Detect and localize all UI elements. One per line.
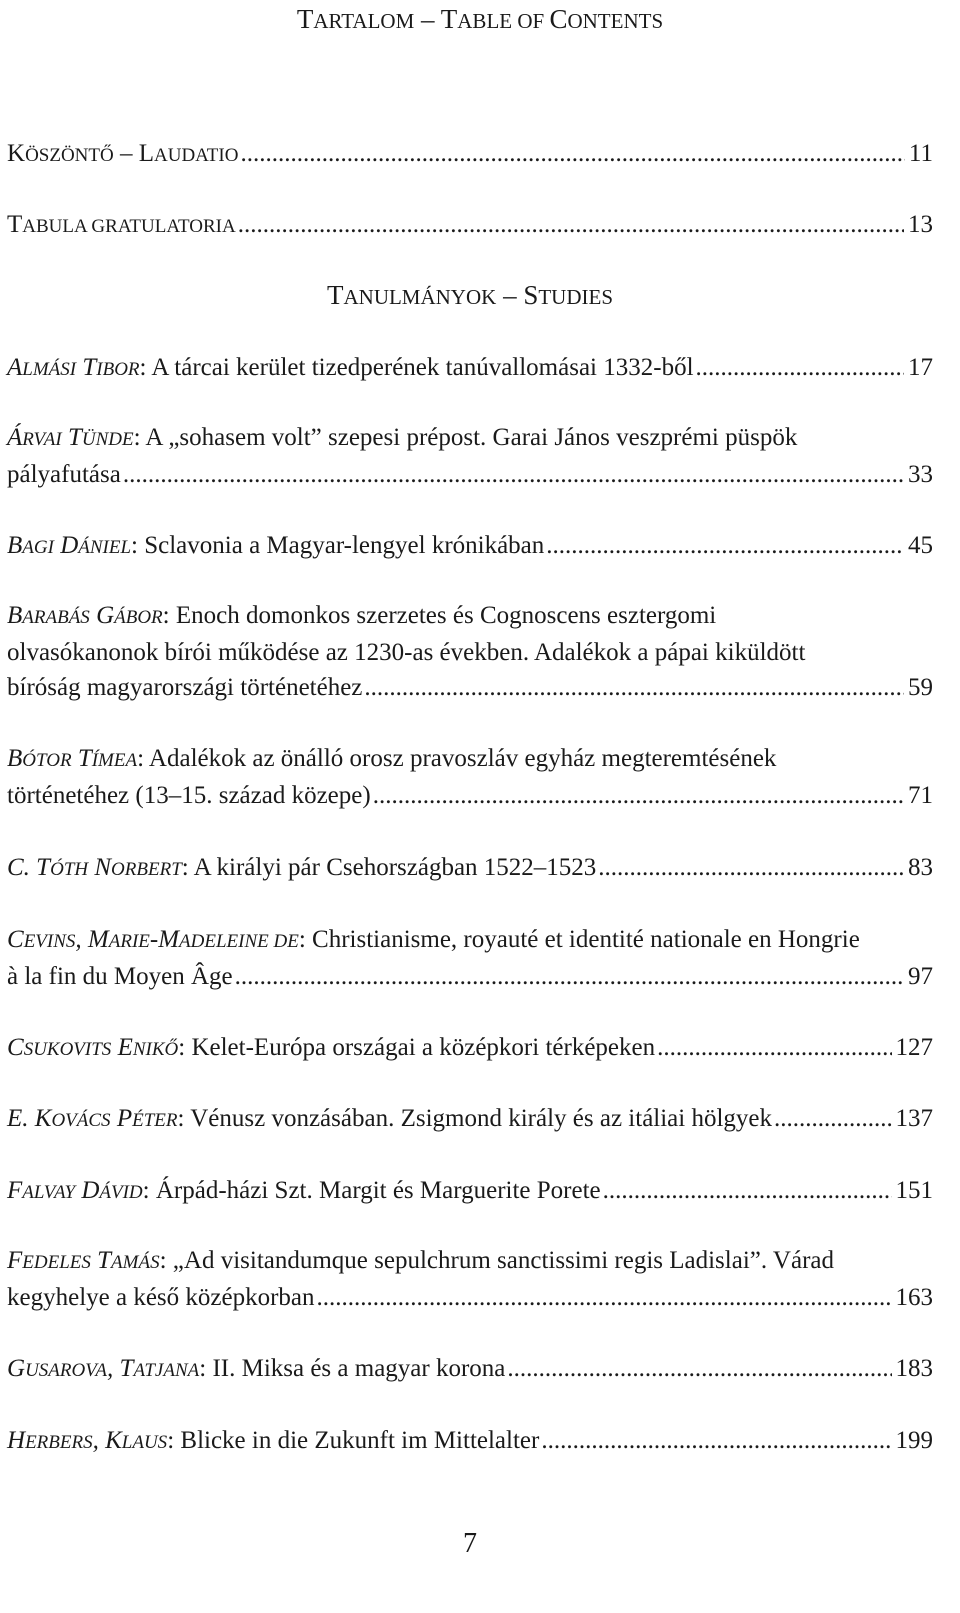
page-title <box>0 2 960 38</box>
small-caps-fragment: LMÁSI <box>22 359 77 380</box>
entry-author <box>7 854 182 881</box>
small-caps-fragment: T <box>7 211 23 238</box>
small-caps-fragment: T <box>440 4 458 34</box>
small-caps-fragment: ÁNIEL <box>78 537 132 558</box>
toc-page-number[interactable]: 33 <box>908 461 933 488</box>
small-caps-fragment: AUDATIO <box>154 145 239 166</box>
toc-page-number[interactable]: 127 <box>895 1034 933 1061</box>
toc-line <box>7 420 933 457</box>
entry-title-continued: történetéhez (13–15. század közepe) <box>7 782 371 809</box>
small-caps-fragment: ARTALOM <box>313 9 415 33</box>
entry-title-continued: olvasókanonok bírói működése az 1230-as években. Adalékok a pápai kiküldött <box>7 639 806 666</box>
small-caps-fragment: NIKŐ <box>132 1039 179 1060</box>
toc-line <box>7 1030 933 1067</box>
dot-leader <box>774 1101 891 1136</box>
small-caps-fragment: T <box>71 745 92 772</box>
toc-line <box>7 670 933 705</box>
small-caps-fragment: B <box>7 745 23 772</box>
entry-author <box>7 424 134 451</box>
toc-line-text: FALVAY DÁVID: Árpád-házi Szt. Margit és Marguerite Porete <box>7 1177 601 1204</box>
small-caps-fragment: , M <box>75 926 109 953</box>
small-caps-fragment: G <box>89 602 115 629</box>
toc-line <box>7 778 933 813</box>
toc-entry[interactable] <box>7 1423 933 1460</box>
small-caps-fragment: T <box>326 280 344 310</box>
page-number: 7 <box>463 1528 477 1559</box>
entry-title-continued: kegyhelye a késő középkorban <box>7 1284 315 1311</box>
toc-line-text: ALMÁSI TIBOR: A tárcai kerület tizedperének tanúvallomásai 1332-ből <box>7 354 694 381</box>
entry-title: Kelet-Európa országai a középkori térképeken <box>191 1034 656 1061</box>
small-caps-fragment: ÖSZÖNTŐ <box>25 145 114 166</box>
dot-leader <box>123 457 904 492</box>
small-caps-fragment: SUKOVITS <box>23 1039 112 1060</box>
toc-line <box>7 741 933 778</box>
small-caps-fragment: T <box>61 424 82 451</box>
small-caps-fragment: H <box>7 1427 26 1454</box>
toc-entry[interactable] <box>7 850 933 887</box>
toc-line-text: C. TÓTH NORBERT: A királyi pár Csehországban 1522–1523 <box>7 854 597 881</box>
small-caps-fragment: ÁBOR <box>114 607 163 628</box>
small-caps-fragment: ORBERT <box>111 859 182 880</box>
toc-line <box>7 598 933 635</box>
toc-line <box>7 1101 933 1138</box>
toc-line <box>7 1423 933 1460</box>
small-caps-fragment: ARIE <box>108 931 150 952</box>
dot-leader <box>696 350 904 385</box>
entry-title: A tárcai kerület tizedperének tanúvallomásai 1332-ből <box>151 354 694 381</box>
small-caps-fragment: T <box>76 354 97 381</box>
small-caps-fragment: – <box>113 140 139 167</box>
entry-author <box>7 354 140 381</box>
small-caps-fragment: E <box>111 1034 133 1061</box>
small-caps-fragment: AMÁS <box>111 1252 160 1273</box>
toc-entry[interactable] <box>7 1101 933 1138</box>
toc-page-number[interactable]: 183 <box>895 1355 933 1382</box>
small-caps-fragment: S <box>523 280 539 310</box>
dot-leader <box>238 207 904 242</box>
entry-author <box>7 1247 160 1274</box>
front-matter-entry[interactable] <box>7 136 933 173</box>
toc-line-text <box>7 670 362 705</box>
small-caps-fragment: ALVAY <box>22 1182 76 1203</box>
small-caps-fragment: ÓTH <box>50 859 89 880</box>
toc-page-number[interactable]: 71 <box>908 782 933 809</box>
small-caps-fragment: F <box>7 1247 23 1274</box>
small-caps-fragment: ÍMEA <box>91 750 138 771</box>
section-heading <box>0 279 940 313</box>
entry-title: Enoch domonkos szerzetes és Cognoscens esztergomi <box>175 602 717 629</box>
toc-page-number[interactable]: 137 <box>895 1105 933 1132</box>
entry-title: Blicke in die Zukunft im Mittelalter <box>180 1427 540 1454</box>
small-caps-fragment: ONTENTS <box>567 9 664 33</box>
entry-author <box>7 532 131 559</box>
small-caps-fragment: N <box>88 854 112 881</box>
toc-line-text: CSUKOVITS ENIKŐ: Kelet-Európa országai a középkori térképeken <box>7 1034 656 1061</box>
entry-title-continued: bíróság magyarországi történetéhez <box>7 674 363 701</box>
entry-title: Christianisme, royauté et identité nationale en Hongrie <box>312 926 860 953</box>
dot-leader <box>657 1030 891 1065</box>
toc-line <box>7 1173 933 1210</box>
small-caps-fragment: B <box>7 532 23 559</box>
small-caps-fragment: – <box>414 4 441 34</box>
toc-line-text: E. KOVÁCS PÉTER: Vénusz vonzásában. Zsigmond király és az itáliai hölgyek <box>7 1105 773 1132</box>
small-caps-fragment: ÓTOR <box>22 750 72 771</box>
toc-line <box>7 850 933 887</box>
entry-author <box>7 926 299 953</box>
toc-entry[interactable] <box>7 741 933 813</box>
toc-entry[interactable] <box>7 1243 933 1315</box>
small-caps-fragment: ATJANA <box>133 1360 200 1381</box>
toc-line-text: HERBERS, KLAUS: Blicke in die Zukunft im Mittelalter <box>7 1427 540 1454</box>
toc-line-text: GUSAROVA, TATJANA: II. Miksa és a magyar korona <box>7 1355 506 1382</box>
entry-author <box>7 745 137 772</box>
toc-entry[interactable] <box>7 1030 933 1067</box>
dot-leader <box>373 778 904 813</box>
small-caps-fragment: , T <box>107 1355 134 1382</box>
toc-line <box>7 207 933 244</box>
entry-author <box>7 1355 199 1382</box>
dot-leader <box>603 1173 892 1208</box>
dot-leader <box>235 959 904 994</box>
entry-author <box>7 1034 178 1061</box>
toc-line <box>7 350 933 387</box>
toc-page-number[interactable]: 17 <box>908 354 933 381</box>
small-caps-fragment: – <box>496 280 524 310</box>
small-caps-fragment: T <box>296 4 314 34</box>
toc-page-number[interactable]: 163 <box>895 1284 933 1311</box>
toc-line-text: BARABÁS GÁBOR: Enoch domonkos szerzetes és Cognoscens esztergomi <box>7 602 717 629</box>
small-caps-fragment: E. K <box>7 1105 52 1132</box>
toc-page-number[interactable]: 97 <box>908 963 933 990</box>
small-caps-fragment: , K <box>92 1427 122 1454</box>
toc-line-text: ÁRVAI TÜNDE: A „sohasem volt” szepesi prépost. Garai János veszprémi püspök <box>7 424 798 451</box>
toc-line-text: BAGI DÁNIEL: Sclavonia a Magyar-lengyel krónikában <box>7 532 545 559</box>
toc-line-text <box>7 136 238 173</box>
dot-leader <box>546 528 904 563</box>
toc-line-text: BÓTOR TÍMEA: Adalékok az önálló orosz pravoszláv egyház megteremtésének <box>7 745 777 772</box>
toc-page-number[interactable]: 151 <box>895 1177 933 1204</box>
toc-page-number[interactable]: 83 <box>908 854 933 881</box>
small-caps-fragment: D <box>53 532 79 559</box>
entry-author <box>7 1105 177 1132</box>
small-caps-fragment: A <box>7 354 23 381</box>
small-caps-fragment: F <box>7 1177 23 1204</box>
toc-line <box>7 959 933 994</box>
small-caps-fragment: OVÁCS <box>51 1110 111 1131</box>
small-caps-fragment: RVAI <box>22 429 62 450</box>
small-caps-fragment: ERBERS <box>25 1432 93 1453</box>
toc-line-text <box>7 959 233 994</box>
toc-line-text <box>7 778 371 813</box>
entry-title: Vénusz vonzásában. Zsigmond király és az itáliai hölgyek <box>190 1105 773 1132</box>
small-caps-fragment: IBOR <box>96 359 140 380</box>
toc-line <box>7 1351 933 1388</box>
toc-page-number[interactable]: 199 <box>895 1427 933 1454</box>
toc-page-number[interactable]: 11 <box>908 140 933 167</box>
entry-title-continued: pályafutása <box>7 461 121 488</box>
small-caps-fragment: C <box>549 4 568 34</box>
toc-page-number[interactable]: 13 <box>908 211 933 238</box>
toc-page-number[interactable]: 45 <box>908 532 933 559</box>
small-caps-fragment: USAROVA <box>25 1360 108 1381</box>
entry-title: „Ad visitandumque sepulchrum sanctissimi regis Ladislai”. Várad <box>172 1247 834 1274</box>
toc-line-text: FEDELES TAMÁS: „Ad visitandumque sepulchrum sanctissimi regis Ladislai”. Várad <box>7 1247 834 1274</box>
dot-leader <box>240 136 904 171</box>
toc-entry[interactable] <box>7 1173 933 1210</box>
entry-title: Sclavonia a Magyar-lengyel krónikában <box>144 532 545 559</box>
toc-line <box>7 1243 933 1280</box>
toc-line <box>7 635 933 670</box>
small-caps-fragment: T <box>90 1247 112 1274</box>
small-caps-fragment: Á <box>7 424 23 451</box>
toc-page-number[interactable]: 59 <box>908 674 933 701</box>
small-caps-fragment: -M <box>149 926 180 953</box>
toc-entry[interactable] <box>7 598 933 705</box>
toc-entry[interactable] <box>7 1351 933 1388</box>
entry-title: Adalékok az önálló orosz pravoszláv egyház megteremtésének <box>148 745 777 772</box>
entry-author <box>7 602 163 629</box>
small-caps-fragment: EDELES <box>22 1252 91 1273</box>
dot-leader <box>317 1280 892 1315</box>
toc-line <box>7 1280 933 1315</box>
entry-author <box>7 1177 143 1204</box>
small-caps-fragment: B <box>7 602 23 629</box>
toc-line-text <box>7 457 121 492</box>
toc-line-text <box>7 635 805 670</box>
small-caps-fragment: AGI <box>22 537 54 558</box>
entry-title: Árpád-házi Szt. Margit és Marguerite Porete <box>155 1177 601 1204</box>
small-caps-fragment: EVINS <box>23 931 76 952</box>
small-caps-fragment: ÜNDE <box>81 429 134 450</box>
small-caps-fragment: K <box>7 140 26 167</box>
small-caps-fragment: ABLE OF <box>457 9 550 33</box>
toc-line <box>7 528 933 565</box>
small-caps-fragment: ÁVID <box>99 1182 143 1203</box>
entry-title-continued: à la fin du Moyen Âge <box>7 963 233 990</box>
entry-title: A „sohasem volt” szepesi prépost. Garai János veszprémi püspök <box>145 424 798 451</box>
toc-line-text: CEVINS, MARIE-MADELEINE DE: Christianisme, royauté et identité nationale en Hongrie <box>7 926 860 953</box>
small-caps-fragment: C <box>7 926 24 953</box>
small-caps-fragment: D <box>75 1177 100 1204</box>
toc-line <box>7 922 933 959</box>
front-matter-entry[interactable] <box>7 207 933 244</box>
entry-title: A királyi pár Csehországban 1522–1523 <box>193 854 597 881</box>
entry-title: II. Miksa és a magyar korona <box>212 1355 506 1382</box>
small-caps-fragment: G <box>7 1355 26 1382</box>
small-caps-fragment: C <box>7 1034 24 1061</box>
small-caps-fragment: ÉTER <box>132 1110 178 1131</box>
entry-author <box>7 1427 167 1454</box>
toc-entry[interactable] <box>7 528 933 565</box>
small-caps-fragment: P <box>110 1105 133 1132</box>
toc-entry[interactable] <box>7 350 933 387</box>
toc-entry[interactable] <box>7 922 933 994</box>
toc-entry[interactable] <box>7 420 933 492</box>
small-caps-fragment: ADELEINE DE <box>179 931 299 952</box>
small-caps-fragment: C. T <box>7 854 51 881</box>
dot-leader <box>541 1423 891 1458</box>
dot-leader <box>598 850 904 885</box>
toc-line <box>7 457 933 492</box>
small-caps-fragment: LAUS <box>121 1432 168 1453</box>
toc-line-text <box>7 1280 315 1315</box>
small-caps-fragment: ANULMÁNYOK <box>343 285 497 309</box>
small-caps-fragment: ARABÁS <box>22 607 90 628</box>
toc-line-text <box>7 207 236 244</box>
dot-leader <box>507 1351 891 1386</box>
toc-line <box>7 136 933 173</box>
small-caps-fragment: TUDIES <box>538 285 614 309</box>
small-caps-fragment: ABULA GRATULATORIA <box>22 216 236 237</box>
dot-leader <box>364 670 904 705</box>
small-caps-fragment: L <box>138 140 155 167</box>
